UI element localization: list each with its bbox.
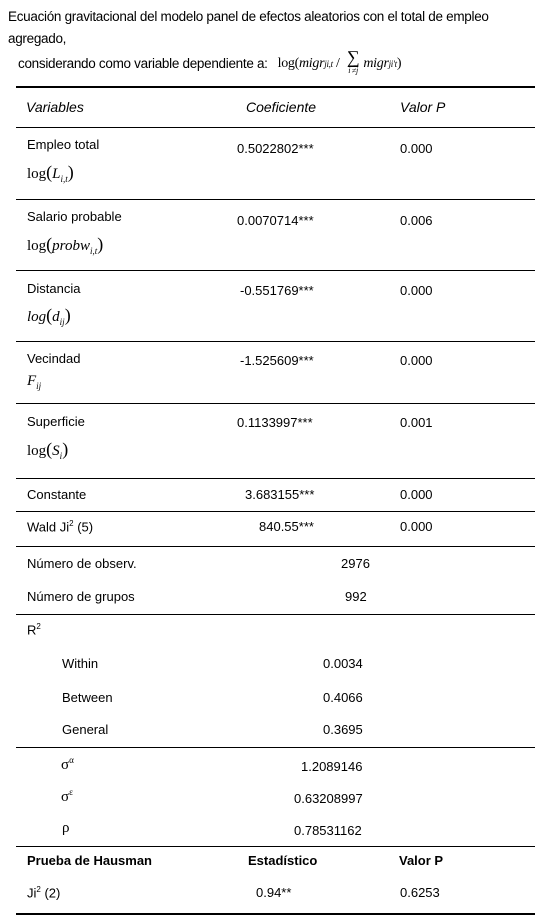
coef-superficie: 0.1133997***: [237, 415, 313, 430]
row-divider: [16, 199, 535, 200]
bottom-rule: [16, 913, 535, 915]
r2-general-label: General: [62, 722, 109, 737]
caption-line-1: Ecuación gravitacional del modelo panel de efectos aleatorios con el total de empleo agregado,: [8, 9, 489, 46]
row-divider: [16, 846, 535, 847]
header-valor-p: Valor P: [400, 99, 446, 115]
row-label-salario-probable: Salario probable: [27, 209, 122, 224]
coef-salario-probable: 0.0070714***: [237, 213, 314, 228]
p-empleo-total: 0.000: [400, 141, 433, 156]
hausman-p: 0.6253: [400, 885, 440, 900]
hausman-col-valor-p: Valor P: [399, 853, 444, 868]
math-log-probw: log(probw$_{i,t}$): [27, 234, 104, 256]
hausman-title: Prueba de Hausman: [27, 853, 152, 868]
coef-wald: 840.55***: [259, 519, 314, 534]
p-salario-probable: 0.006: [400, 213, 433, 228]
math-log-S: $\log(S_i)$: [27, 439, 69, 461]
row-divider: [16, 546, 535, 547]
top-rule: [16, 86, 535, 88]
r2-between-label: Between: [62, 690, 113, 705]
header-variables: Variables: [26, 99, 84, 115]
observations-label: Número de observ.: [27, 556, 137, 571]
row-label-vecindad: Vecindad: [27, 351, 81, 366]
groups-label: Número de grupos: [27, 589, 135, 604]
hausman-stat: 0.94**: [256, 885, 292, 900]
sigma-alpha-label: $\sigma^\alpha$: [61, 755, 74, 773]
r2-within-value: 0.0034: [323, 656, 363, 671]
row-divider: [16, 614, 535, 615]
sigma-alpha-value: 1.2089146: [301, 759, 363, 774]
row-label-distancia: Distancia: [27, 281, 81, 296]
r2-general-value: 0.3695: [323, 722, 363, 737]
row-divider: [16, 478, 535, 479]
math-F: $F_{ij}$: [27, 373, 42, 391]
coef-empleo-total: 0.5022802***: [237, 141, 314, 156]
row-divider: [16, 341, 535, 342]
caption-text: considerando como variable dependiente a:: [18, 56, 268, 71]
rho-value: 0.78531162: [294, 823, 362, 838]
math-log-d: $\log(d_{ij})$: [27, 305, 71, 327]
hausman-col-estadistico: Estadístico: [248, 853, 318, 868]
row-label-empleo-total: Empleo total: [27, 137, 100, 152]
row-divider: [16, 403, 535, 404]
p-distancia: 0.000: [400, 283, 433, 298]
dependent-variable-formula: log( migr ji,t / ∑ i ≠j migr ji't ): [278, 50, 402, 78]
r2-within-label: Within: [62, 656, 99, 671]
row-divider: [16, 511, 535, 512]
r2-label: $R^2$: [27, 622, 41, 638]
header-coeficiente: Coeficiente: [246, 99, 317, 115]
observations-value: 2976: [341, 556, 370, 571]
row-label-wald: Wald Ji$^2$ (5): [27, 519, 94, 535]
coef-vecindad: -1.525609***: [240, 353, 314, 368]
row-label-constante: Constante: [27, 487, 87, 502]
row-label-superficie: Superficie: [27, 414, 85, 429]
sigma-epsilon-value: 0.63208997: [294, 791, 363, 806]
row-divider: [16, 747, 535, 748]
r2-between-value: 0.4066: [323, 690, 363, 705]
sigma-epsilon-label: $\sigma^\varepsilon$: [61, 787, 73, 805]
coef-constante: 3.683155***: [245, 487, 315, 502]
row-divider: [16, 127, 535, 128]
p-vecindad: 0.000: [400, 353, 433, 368]
summation-symbol: ∑ i ≠j: [346, 47, 360, 75]
caption-line-2: [8, 47, 534, 78]
row-divider: [16, 270, 535, 271]
hausman-ji-label: Ji$^2$ (2): [27, 885, 61, 901]
p-superficie: 0.001: [400, 415, 433, 430]
p-wald: 0.000: [400, 519, 433, 534]
table-caption: [8, 6, 534, 78]
coef-distancia: -0.551769***: [240, 283, 314, 298]
math-log-L: $\log(L_{i,t})$: [27, 162, 74, 184]
groups-value: 992: [345, 589, 367, 604]
rho-label: ρ: [62, 820, 70, 836]
p-constante: 0.000: [400, 487, 433, 502]
